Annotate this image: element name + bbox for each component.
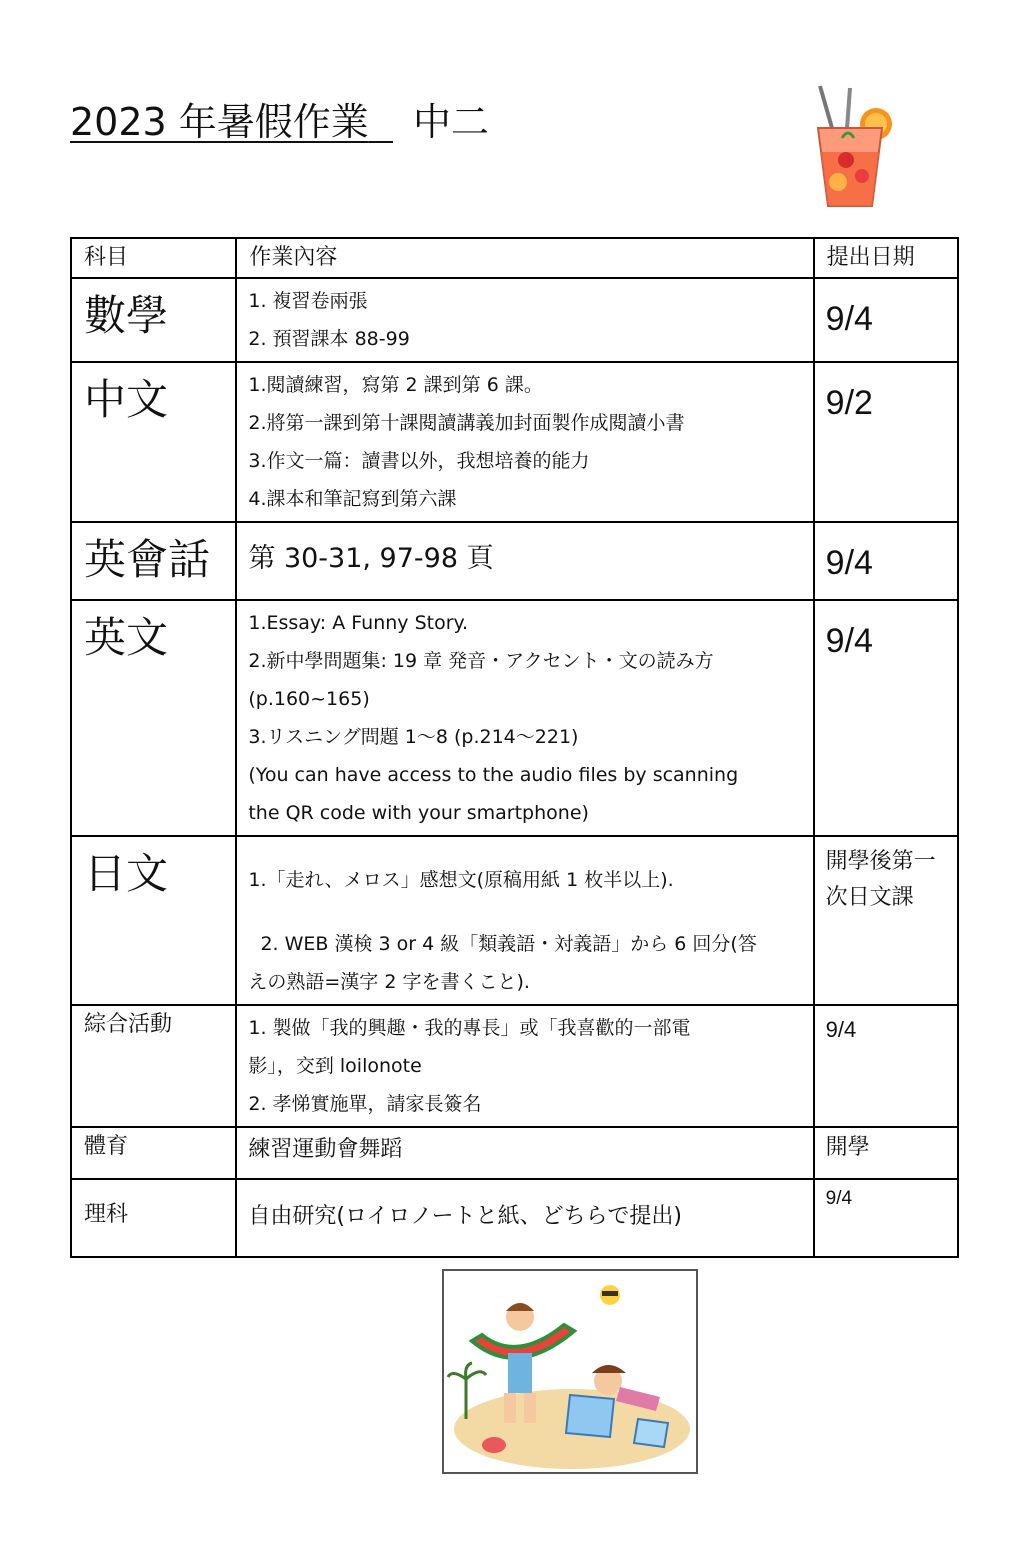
content-line: 2.新中學問題集: 19 章 発音・アクセント・文の読み方 [248, 650, 714, 672]
header-due: 提出日期 [814, 238, 958, 278]
subject-cell: 數學 [71, 278, 236, 362]
subject-cell: 理科 [71, 1179, 236, 1257]
due-cell: 9/4 [814, 522, 958, 600]
header-subject: 科目 [71, 238, 236, 278]
subject-cell: 中文 [71, 362, 236, 522]
content-line: 1.Essay: A Funny Story. [248, 612, 469, 634]
content-line: 練習運動會舞蹈 [248, 1137, 403, 1162]
subject-cell: 英文 [71, 600, 236, 836]
due-line: 開學後第一 [825, 848, 936, 873]
due-cell: 9/2 [814, 362, 958, 522]
content-line: the QR code with your smartphone) [248, 802, 589, 824]
content-line: 1.閱讀練習，寫第 2 課到第 6 課。 [248, 374, 543, 396]
table-row [71, 1127, 958, 1179]
content-line: 4.課本和筆記寫到第六課 [248, 488, 457, 510]
content-cell [236, 522, 813, 600]
content-cell [236, 1127, 813, 1179]
subject-cell: 體育 [71, 1127, 236, 1179]
content-line: 自由研究(ロイロノートと紙、どちらで提出) [248, 1204, 682, 1229]
due-line: 次日文課 [825, 884, 914, 909]
homework-table [70, 237, 959, 1258]
content-line: 2. 孝悌實施單，請家長簽名 [248, 1093, 482, 1115]
content-line: 1. 複習卷兩張 [248, 290, 368, 312]
content-line: えの熟語=漢字 2 字を書くこと). [248, 971, 530, 993]
content-cell [236, 278, 813, 362]
table-row [71, 278, 958, 362]
table-row [71, 1005, 958, 1127]
due-cell [814, 836, 958, 1005]
content-cell [236, 836, 813, 1005]
content-line: 2.將第一課到第十課閱讀講義加封面製作成閱讀小書 [248, 412, 685, 434]
table-header-row [71, 238, 958, 278]
content-line: (p.160~165) [248, 688, 370, 710]
content-cell [236, 362, 813, 522]
due-cell: 9/4 [814, 278, 958, 362]
content-line: 3.リスニング問題 1～8 (p.214～221) [248, 726, 579, 748]
content-line: 3.作文一篇：讀書以外，我想培養的能力 [248, 450, 590, 472]
content-line: 影」，交到 loilonote [248, 1055, 422, 1077]
table-row [71, 522, 958, 600]
subject-cell: 綜合活動 [71, 1005, 236, 1127]
table-row [71, 836, 958, 1005]
table-row [71, 1179, 958, 1257]
content-cell [236, 1179, 813, 1257]
page-title [70, 98, 489, 146]
content-cell [236, 600, 813, 836]
subject-cell: 英會話 [71, 522, 236, 600]
content-line: 2. WEB 漢検 3 or 4 級「類義語・対義語」から 6 回分(答 [248, 933, 757, 955]
content-cell [236, 1005, 813, 1127]
due-cell: 開學 [814, 1127, 958, 1179]
due-cell: 9/4 [814, 1005, 958, 1127]
content-line: (You can have access to the audio files by scanning [248, 764, 739, 786]
title-main: 2023 年暑假作業 [70, 100, 369, 144]
table-row [71, 362, 958, 522]
summer-drink-image [806, 82, 902, 216]
due-cell: 9/4 [814, 1179, 958, 1257]
table-row [71, 600, 958, 836]
content-line: 第 30-31, 97-98 頁 [248, 543, 494, 574]
header-content: 作業內容 [236, 238, 813, 278]
subject-cell: 日文 [71, 836, 236, 1005]
title-grade: 中二 [412, 100, 489, 144]
content-line: 2. 預習課本 88-99 [248, 328, 410, 350]
due-cell: 9/4 [814, 600, 958, 836]
content-line: 1.「走れ、メロス」感想文(原稿用紙 1 枚半以上). [248, 869, 674, 891]
content-line: 1. 製做「我的興趣・我的專長」或「我喜歡的一部電 [248, 1017, 691, 1039]
summer-beach-illustration [442, 1269, 698, 1474]
